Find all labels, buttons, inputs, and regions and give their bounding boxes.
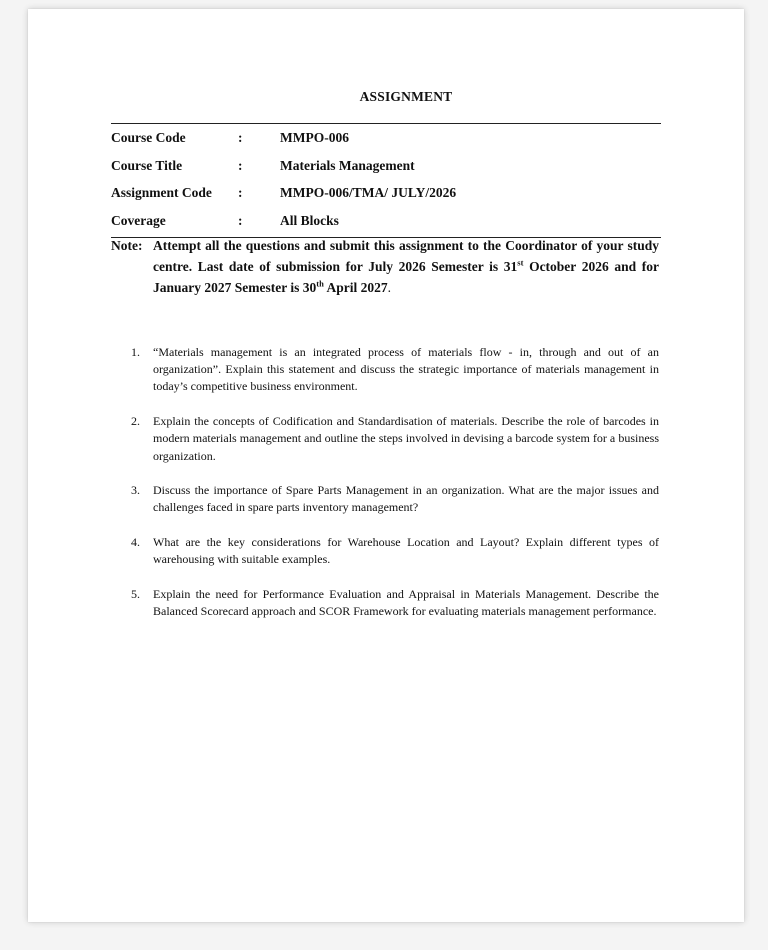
note-superscript-1: st — [517, 257, 524, 268]
note-heading: Note: — [111, 238, 143, 253]
question-item — [111, 586, 661, 620]
course-title-row — [111, 154, 661, 182]
course-code-label: Course Code — [111, 130, 186, 145]
coverage-colon: : — [238, 212, 243, 228]
note-superscript-2: th — [316, 278, 324, 289]
question-list — [111, 344, 661, 638]
assignment-code-row — [111, 181, 661, 209]
course-title-value: Materials Management — [280, 157, 415, 173]
course-title-colon: : — [238, 157, 243, 173]
question-text: Explain the concepts of Codification and Standardisation of materials. Describe the role of barcodes in modern materials management and outline the steps involved in devising a barcode system for a business organization. — [153, 414, 659, 463]
question-item — [111, 482, 661, 516]
course-code-row — [111, 126, 661, 154]
note-text-part-1: Attempt all the questions and submit this assignment to the Coordinator of your study centre. Last date of submission for July 2026 Semester is 31 — [153, 238, 659, 274]
note-body — [153, 235, 659, 298]
note-text-part-3: April 2027 — [323, 280, 388, 295]
document-page — [28, 9, 744, 922]
question-text: Explain the need for Performance Evaluation and Appraisal in Materials Management. Describe the Balanced Scorecard approach and SCOR Framework for evaluating materials management performance. — [153, 587, 659, 619]
question-item — [111, 534, 661, 568]
question-text: What are the key considerations for Warehouse Location and Layout? Explain different types of warehousing with suitable examples. — [153, 535, 659, 567]
course-info-table — [111, 123, 661, 238]
question-text: “Materials management is an integrated process of materials flow - in, through and out of an organization”. Explain this statement and discuss the strategic importance of materials management in today’s competitive business environment. — [153, 345, 659, 394]
note-period: . — [387, 280, 391, 295]
note-text-part-2: October 2026 and for January 2027 Semester is 30 — [153, 259, 659, 295]
question-number: 3. — [131, 483, 140, 498]
course-code-colon: : — [238, 130, 243, 145]
coverage-label: Coverage — [111, 212, 166, 228]
question-number: 1. — [131, 345, 140, 359]
assignment-code-colon: : — [238, 185, 243, 200]
question-item — [111, 344, 661, 396]
question-item — [111, 413, 661, 465]
coverage-value: All Blocks — [280, 212, 339, 228]
document-title: ASSIGNMENT — [359, 89, 453, 104]
assignment-code-label: Assignment Code — [111, 185, 212, 200]
coverage-row — [111, 209, 661, 237]
assignment-code-value: MMPO-006/TMA/ JULY/2026 — [280, 185, 457, 200]
course-title-label: Course Title — [111, 157, 183, 173]
course-code-value: MMPO-006 — [280, 130, 349, 145]
question-number: 4. — [131, 535, 140, 550]
question-number: 2. — [131, 414, 140, 429]
question-text: Discuss the importance of Spare Parts Management in an organization. What are the major issues and challenges faced in spare parts inventory management? — [153, 483, 659, 515]
question-number: 5. — [131, 587, 140, 602]
